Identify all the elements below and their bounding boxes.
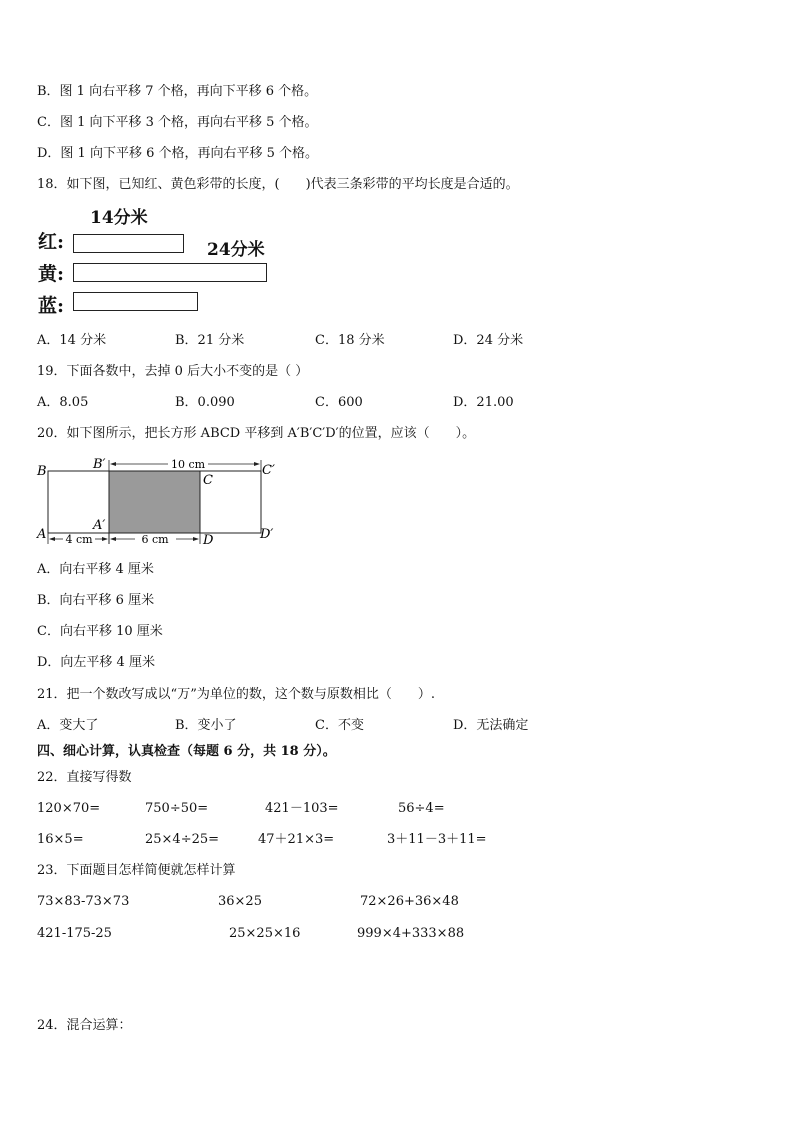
q22-item: 3＋11－3＋11=: [387, 832, 487, 847]
q18-option-a: A．14 分米: [37, 333, 107, 348]
q21-option-c: C．不变: [315, 718, 364, 733]
blue-label: 蓝:: [38, 295, 65, 317]
q22-item: 421－103=: [265, 801, 339, 816]
q23-item: 72×26+36×48: [360, 894, 459, 909]
section-4-title: 四、细心计算，认真检查（每题 6 分，共 18 分）。: [37, 744, 336, 759]
vertex-b: B: [37, 464, 47, 479]
q19-option-b: B．0.090: [175, 395, 235, 410]
q18-option-b: B．21 分米: [175, 333, 245, 348]
q17-option-d: D．图 1 向下平移 6 个格，再向右平移 5 个格。: [37, 146, 319, 161]
q18-question: 18．如下图，已知红、黄色彩带的长度，( )代表三条彩带的平均长度是合适的。: [37, 177, 519, 192]
red-length-label: 14分米: [90, 208, 148, 228]
vertex-c: C: [203, 473, 213, 488]
q23-item: 73×83-73×73: [37, 894, 130, 909]
q20-option-d: D．向左平移 4 厘米: [37, 655, 155, 670]
q22-item: 56÷4=: [398, 801, 445, 816]
vertex-d-prime: D′: [260, 527, 274, 542]
yellow-label: 黄:: [38, 263, 65, 285]
vertex-a: A: [37, 527, 47, 542]
q22-item: 750÷50=: [145, 801, 209, 816]
q21-option-b: B．变小了: [175, 718, 237, 733]
q23-item: 25×25×16: [229, 926, 301, 941]
q23-item: 999×4+333×88: [357, 926, 465, 941]
blue-ribbon-bar: [73, 292, 198, 311]
q19-option-a: A．8.05: [37, 395, 89, 410]
red-ribbon-bar: [73, 234, 184, 253]
top-dimension-label: 10 cm: [170, 458, 206, 471]
q19-question: 19．下面各数中，去掉 0 后大小不变的是（ ）: [37, 364, 309, 379]
rectangle-abcd-shaded: [109, 471, 200, 533]
q21-question: 21．把一个数改写成以“万”为单位的数，这个数与原数相比（ ）.: [37, 687, 435, 702]
q22-item: 120×70=: [37, 801, 101, 816]
q21-option-d: D．无法确定: [453, 718, 529, 733]
vertex-a-prime: A′: [93, 518, 106, 533]
vertex-d: D: [203, 533, 214, 548]
red-label: 红:: [38, 231, 65, 253]
q20-question: 20．如下图所示，把长方形 ABCD 平移到 A′B′C′D′的位置，应该（ ）。: [37, 426, 476, 441]
yellow-ribbon-bar: [73, 263, 267, 282]
q17-option-c: C．图 1 向下平移 3 个格，再向右平移 5 个格。: [37, 115, 318, 130]
q23-question: 23．下面题目怎样简便就怎样计算: [37, 863, 236, 878]
q22-question: 22．直接写得数: [37, 770, 132, 785]
q23-item: 36×25: [218, 894, 262, 909]
q18-option-d: D．24 分米: [453, 333, 524, 348]
q21-option-a: A．变大了: [37, 718, 99, 733]
q20-option-a: A．向右平移 4 厘米: [37, 562, 154, 577]
q19-option-c: C．600: [315, 395, 363, 410]
q19-option-d: D．21.00: [453, 395, 514, 410]
q23-item: 421-175-25: [37, 926, 112, 941]
vertex-b-prime: B′: [93, 457, 106, 472]
q22-item: 16×5=: [37, 832, 84, 847]
q22-item: 47＋21×3=: [258, 832, 335, 847]
q17-option-b: B．图 1 向右平移 7 个格，再向下平移 6 个格。: [37, 84, 318, 99]
q24-question: 24．混合运算：: [37, 1018, 132, 1033]
bottom-dimension-label: 6 cm: [141, 533, 169, 546]
q20-option-b: B．向右平移 6 厘米: [37, 593, 155, 608]
rectangle-translation-diagram: [30, 452, 290, 552]
q18-option-c: C．18 分米: [315, 333, 385, 348]
vertex-c-prime: C′: [262, 463, 275, 478]
q22-item: 25×4÷25=: [145, 832, 220, 847]
left-dimension-label: 4 cm: [65, 533, 93, 546]
q20-option-c: C．向右平移 10 厘米: [37, 624, 163, 639]
yellow-length-label: 24分米: [207, 240, 265, 260]
